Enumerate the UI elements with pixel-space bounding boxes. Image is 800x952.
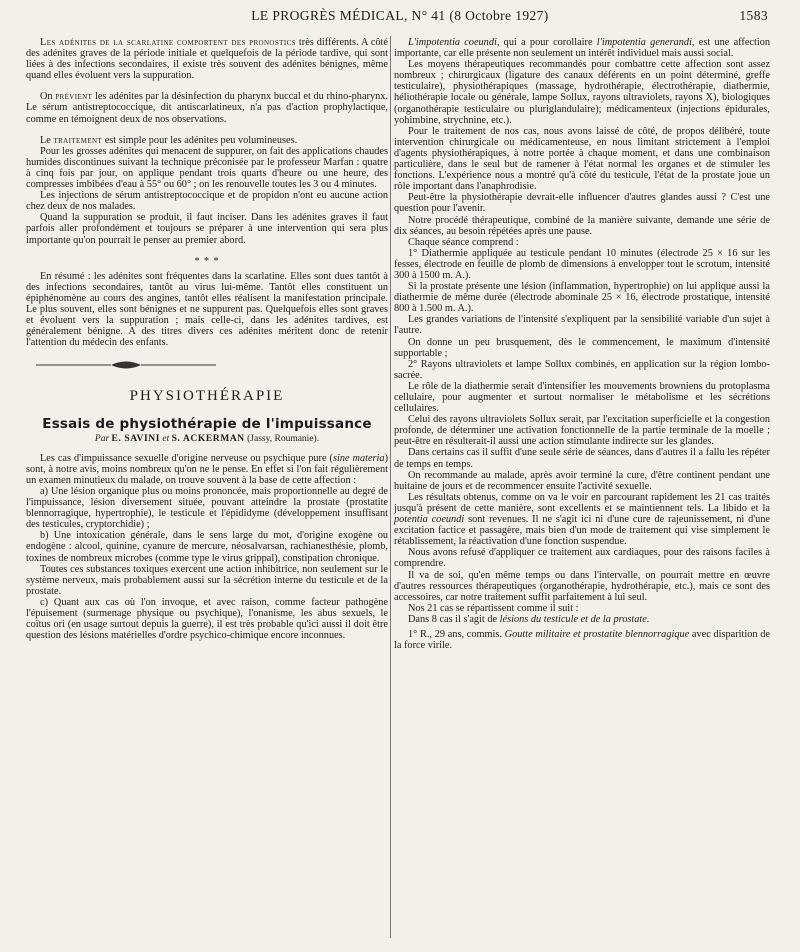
paragraph: Pour le traitement de nos cas, nous avons laissé de côté, de propos délibéré, toute intervention chirurgicale ou médicamenteuse, en nous limitant strictement à l'emploi d'agents physiothérapiques, à notre portée à chaque moment, et dans une combinaison particulière, dans le seul but de ramener à l'état normal les organes et de stimuler les fonctions. L'expérience nous a montré qu'à côté du testicule, l'état de la prostate joue un rôle important dans l'anaphrodisie. (394, 125, 770, 193)
paragraph: b) Une intoxication générale, dans le sens large du mot, d'origine exogène ou endogène : alcool, quinine, cyanure de mercure, néosalvarsan, rachianesthésie, plomb, toxines de nombreux microbes (comme type le virus grippal), constipation chronique. (26, 530, 388, 564)
paragraph-text: ) sont, à notre avis, moins nombreux qu'on ne le pense. En effet si l'on fait régulièrement un examen minutieux du malade, on trouve souvent à la base de cette affection : (26, 452, 388, 486)
paragraph-text: On (40, 91, 56, 103)
paragraph: Pour les grosses adénites qui menacent de suppurer, on fait des applications chaudes humides discontinues suivant la technique préconisée par le professeur Marfan : quatre à cinq fois par jour, on applique pendant trois quarts d'heure ou une heure, des compresses imbibées d'eau à 55° ou 60° ; on les renouvelle toutes les 3 ou 4 minutes. (26, 145, 388, 191)
case-entry (394, 629, 770, 651)
paragraph (26, 453, 388, 486)
paragraph (26, 91, 388, 124)
italic-term: potentia coeundi (394, 514, 465, 526)
paragraph-text: les adénites par la désinfection du pharynx buccal et du rhino-pharynx. Le sérum antistreptococcique, dit antiscarlatineux, n'a pas d'action prophylactique, comme en témoignent deux de nos observations. (26, 91, 388, 125)
paragraph: Le rôle de la diathermie serait d'intensifier les mouvements browniens du protoplasma cellulaire, pour augmenter et surtout normaliser le métabolisme et les sécrétions cellulaires. (394, 380, 770, 415)
paragraph-text: Les cas d'impuissance sexuelle d'origine nerveuse ou psychique pure ( (40, 452, 333, 464)
ornamental-rule (26, 360, 226, 370)
page-number: 1583 (739, 8, 768, 23)
paragraph: Les injections de sérum antistreptococcique et de propidon n'ont eu aucune action chez deux de nos malades. (26, 190, 388, 213)
italic-term: Goutte militaire et prostatite blennorragique (504, 628, 690, 640)
paragraph-text: Le (40, 134, 54, 146)
paragraph-text: Les résultats obtenus, comme on va le voir en parcourant rapidement les 21 cas traités jusqu'à présent de cette manière, sont excellents et se maintiennent tels. La libido et la (394, 491, 770, 514)
italic-term: lésions du testicule et de la prostate. (499, 613, 650, 625)
italic-term: l'impotentia generandi (596, 37, 692, 48)
paragraph: Dans certains cas il suffit d'une seule série de séances, dans d'autres il a fallu les répéter de temps en temps. (394, 447, 770, 470)
paragraph-text: très différents. A côté des adénites graves de la période initiale et quelquefois de la période tardive, qui sont liées à des infections secondaires, il existe très souvent des adénites bénignes, même quand elles évoluent vers la suppuration. (26, 37, 388, 82)
journal-title: LE PROGRÈS MÉDICAL, N° 41 (8 Octobre 1927) (251, 8, 549, 23)
section-stars: * * * (194, 255, 220, 267)
column-divider (390, 36, 391, 938)
paragraph: Si la prostate présente une lésion (inflammation, hypertrophie) on lui applique aussi la diathermie de même durée (électrode abominale 25 × 16, électrode prostatique, intensité 800 à 1.500 m. A.). (394, 281, 770, 315)
paragraph: On donne un peu brusquement, dès le commencement, le maximum d'intensité supportable ; (394, 336, 770, 359)
paragraph: On recommande au malade, après avoir terminé la cure, d'être continent pendant une huitaine de jours et de recommencer ensuite l'activité sexuelle. (394, 469, 770, 492)
paragraph-text: , qui a pour corollaire (496, 37, 597, 48)
smallcaps-word: traitement (53, 134, 103, 146)
lead-smallcaps: Les adénites de la scarlatine comportent des pronostics (40, 37, 296, 48)
paragraph-text: sont revenues. Il ne s'agit ici ni d'une cure de rajeunissement, ni d'une excitation factice et passagère, mais bien d'un mode de traitement qui vise simplement le rétablissement, la réactivation d'une fonction suspendue. (394, 514, 770, 548)
paragraph: Il va de soi, qu'en même temps ou dans l'intervalle, on pourrait mettre en œuvre d'autres ressources thérapeutiques (organothérapie, hydrothérapie, etc.), mais ce sont des accessoires, car notre traitement suffit parfaitement à lui seul. (394, 569, 770, 603)
paragraph: Les moyens thérapeutiques recommandés pour combattre cette affection sont assez nombreux ; chirurgicaux (ligature des canaux déférents en un point déterminé, greffe testiculaire), physiothérapiques (massage, hydrothérapie, électrothérapie, diathermie, héliothérapie locale ou générale, lampe Sollux, rayons ultraviolets, rayons X), biologiques (organothérapie testiculaire ou pluriglandulaire); médicamenteux (injections épidurales, yohimbine, strychnine, etc.). (394, 59, 770, 126)
paragraph-text: est simple pour les adénites peu volumineuses. (102, 134, 298, 146)
left-column (26, 37, 388, 641)
byline-text: et (160, 433, 172, 444)
paragraph: Nos 21 cas se répartissent comme il suit : (408, 602, 579, 614)
paragraph (26, 135, 388, 146)
byline-text: Par (94, 433, 112, 444)
paragraph: 1° Diathermie appliquée au testicule pendant 10 minutes (électrode 25 × 16 sur les fesses, électrode en feuille de plomb de dimensions à envelopper tout le scrotum, intensité 300 à 1500 m. A.). (394, 247, 770, 281)
paragraph: En résumé : les adénites sont fréquentes dans la scarlatine. Elles sont dues tantôt à des infections secondaires, tantôt au virus lui-même. Tantôt elles constituent un épiphénomène au cours des angines, tantôt elles réalisent la manifestation principale. Le plus souvent, elles sont bénignes et ne suppurent pas. Quelquefois elles sont graves et évoluent vers la suppuration ; mais celle-ci, dans les adénites tardives, est généralement bénigne. A des titres divers ces adénites méritent donc de retenir l'attention du médecin des enfants. (26, 270, 388, 349)
paragraph: Quand la suppuration se produit, il faut inciser. Dans les adénites graves il faut parfois aller profondément et toujours se préparer à une intervention qui sera plus importante qu'on pourrait le penser au premier abord. (26, 212, 388, 246)
paragraph: a) Une lésion organique plus ou moins prononcée, mais proportionnelle au degré de l'impuissance, lésion diversement située, pouvant atteindre la prostate (prostatite blennorragique, hypertrophie), le testicule et l'épididyme (développement insuffisant des testicules, cryptorchidie) ; (26, 486, 388, 531)
author-name: S. ACKERMAN (171, 433, 245, 444)
paragraph (26, 37, 388, 81)
byline (26, 434, 388, 445)
paragraph-text: 1° R., 29 ans, commis. (408, 628, 505, 640)
paragraph-text: Dans 8 cas il s'agit de (408, 613, 500, 625)
paragraph: Chaque séance comprend : (408, 236, 519, 248)
running-header (24, 8, 776, 26)
paragraph-text: avec disparition de la force virile. (394, 628, 770, 652)
paragraph: Nous avons refusé d'appliquer ce traitement aux cardiaques, pour des raisons faciles à comprendre. (394, 547, 770, 570)
italic-term: sine materia (332, 452, 385, 464)
smallcaps-word: prévient (55, 91, 93, 103)
paragraph: 2° Rayons ultraviolets et lampe Sollux combinés, en application sur la région lombo-sacrée. (394, 358, 770, 381)
paragraph (394, 614, 770, 625)
paragraph: Toutes ces substances toxiques exercent une action inhibitrice, non seulement sur le système nerveux, mais probablement aussi sur la sécrétion interne du testicule et de la prostate. (26, 563, 388, 597)
section-heading: PHYSIOTHÉRAPIE (129, 388, 285, 405)
italic-term: L'impotentia coeundi (408, 37, 497, 48)
paragraph: Les grandes variations de l'intensité s'expliquent par la sensibilité variable d'un sujet à l'autre. (394, 314, 770, 337)
paragraph: c) Quant aux cas où l'on invoque, et avec raison, comme facteur pathogène l'épuisement (surmenage physique ou psychique), l'onanisme, les abus sexuels, le coïtus ori (en usage surtout depuis la guerre), il est très probable qu'ici aussi il doit être question des lésions matérielles d'ordre psychico-chimique encore inconnues. (26, 596, 388, 642)
paragraph (394, 37, 770, 59)
paragraph (394, 492, 770, 547)
paragraph-text: , est une affection importante, car elle présente non seulement un intérêt individuel mais aussi social. (394, 37, 770, 60)
author-affiliation: (Jassy, Roumanie). (244, 433, 320, 444)
author-name: E. SAVINI (111, 433, 161, 444)
article-title: Essais de physiothérapie de l'impuissance (42, 415, 372, 432)
paragraph: Notre procédé thérapeutique, combiné de la manière suivante, demande une série de dix séances, au besoin répétées après une pause. (394, 214, 770, 237)
right-column (394, 37, 770, 651)
paragraph: Peut-être la physiothérapie devrait-elle influencer d'autres glandes aussi ? C'est une question pour l'avenir. (394, 192, 770, 215)
paragraph: Celui des rayons ultraviolets Sollux serait, par l'excitation superficielle et la congestion profonde, de déterminer une activation fonctionnelle de la partie terminale de la moelle ; peut-être en résulterait-il aussi une action stimulante indirecte sur les glandes. (394, 414, 770, 448)
